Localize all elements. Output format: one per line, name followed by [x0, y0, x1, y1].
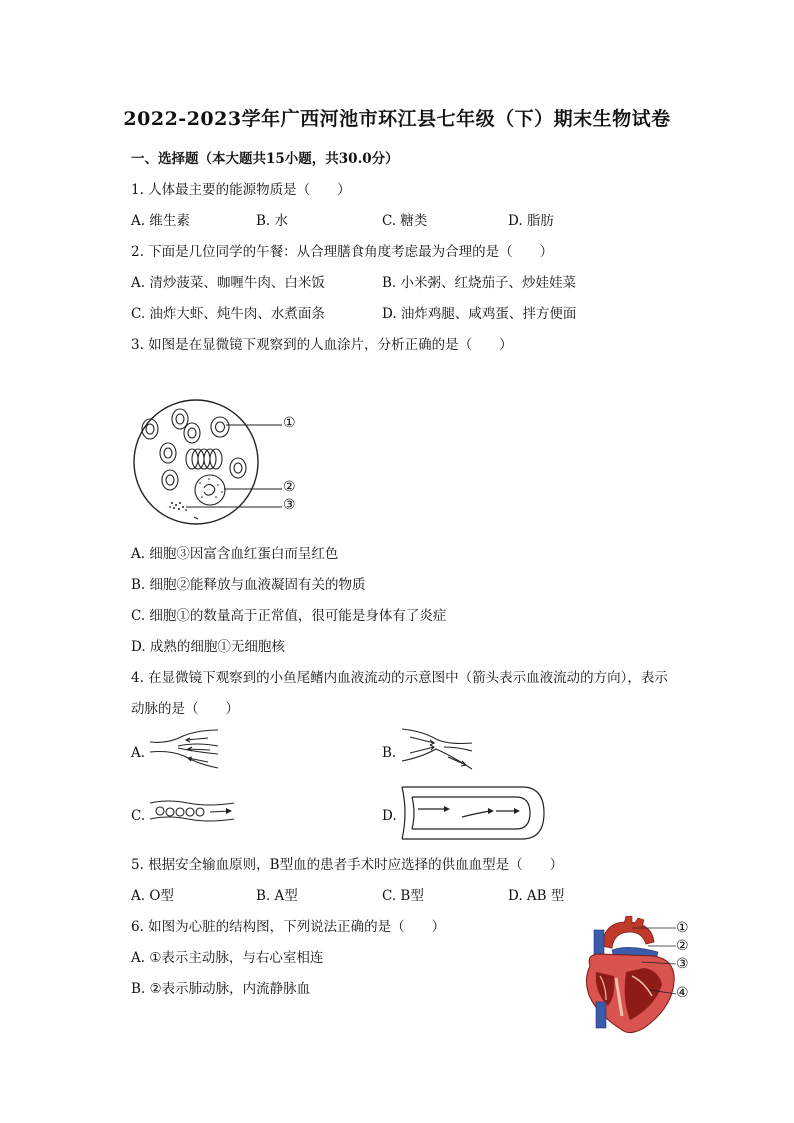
q4-diagram-a — [148, 728, 223, 770]
q1-option-d: D. 脂肪 — [508, 213, 554, 229]
q5-option-a: A. O型 — [131, 888, 174, 904]
q3-option-d: D. 成熟的细胞①无细胞核 — [131, 639, 285, 655]
q5-option-d: D. AB 型 — [508, 888, 565, 904]
section-heading: 一、选择题（本大题共15小题，共30.0分） — [131, 151, 399, 167]
q1-option-a: A. 维生素 — [131, 213, 190, 229]
q5-option-b: B. A型 — [256, 888, 298, 904]
q2-option-a: A. 清炒菠菜、咖喱牛肉、白米饭 — [131, 275, 325, 291]
q6-option-a: A. ①表示主动脉，与右心室相连 — [131, 950, 324, 966]
q1-option-b: B. 水 — [256, 213, 289, 229]
q2-option-d: D. 油炸鸡腿、咸鸡蛋、拌方便面 — [382, 306, 577, 322]
q2-option-c: C. 油炸大虾、炖牛肉、水煮面条 — [131, 306, 325, 322]
question-3-stem: 3. 如图是在显微镜下观察到的人血涂片，分析正确的是（ ） — [131, 337, 513, 353]
question-6-stem: 6. 如图为心脏的结构图，下列说法正确的是（ ） — [131, 919, 446, 935]
q3-option-b: B. 细胞②能释放与血液凝固有关的物质 — [131, 577, 366, 593]
q4-diagram-d — [398, 785, 548, 841]
q4-diagram-c — [148, 797, 238, 827]
q5-option-c: C. B型 — [382, 888, 424, 904]
q6-option-b: B. ②表示肺动脉，内流静脉血 — [131, 981, 311, 997]
q6-label-4: ④ — [676, 985, 689, 1001]
q6-label-3: ③ — [676, 956, 689, 972]
question-5-stem: 5. 根据安全输血原则，B型血的患者手术时应选择的供血血型是（ ） — [131, 857, 564, 873]
q4-diagram-b — [400, 727, 475, 771]
q4-option-b-label: B. — [382, 745, 397, 761]
question-2-stem: 2. 下面是几位同学的午餐：从合理膳食角度考虑最为合理的是（ ） — [131, 244, 554, 260]
q1-option-c: C. 糖类 — [382, 213, 428, 229]
page-title: 2022-2023学年广西河池市环江县七年级（下）期末生物试卷 — [123, 108, 671, 130]
q3-label-1: ① — [283, 415, 296, 431]
q3-option-c: C. 细胞①的数量高于正常值，很可能是身体有了炎症 — [131, 608, 447, 624]
question-4-stem-line1: 4. 在显微镜下观察到的小鱼尾鳍内血液流动的示意图中（箭头表示血液流动的方向），表示 — [131, 670, 668, 686]
q3-option-a: A. 细胞③因富含血红蛋白而呈红色 — [131, 546, 339, 562]
q4-option-a-label: A. — [131, 745, 146, 761]
q2-option-b: B. 小米粥、红烧茄子、炒娃娃菜 — [382, 275, 577, 291]
q4-option-d-label: D. — [382, 808, 397, 824]
question-1-stem: 1. 人体最主要的能源物质是（ ） — [131, 182, 351, 198]
heart-structure-figure — [572, 916, 682, 1038]
q3-label-2: ② — [283, 479, 296, 495]
q6-label-1: ① — [676, 920, 689, 936]
q6-label-2: ② — [676, 938, 689, 954]
q4-option-c-label: C. — [131, 808, 146, 824]
q3-label-3: ③ — [283, 497, 296, 513]
question-4-stem-line2: 动脉的是（ ） — [131, 701, 239, 717]
